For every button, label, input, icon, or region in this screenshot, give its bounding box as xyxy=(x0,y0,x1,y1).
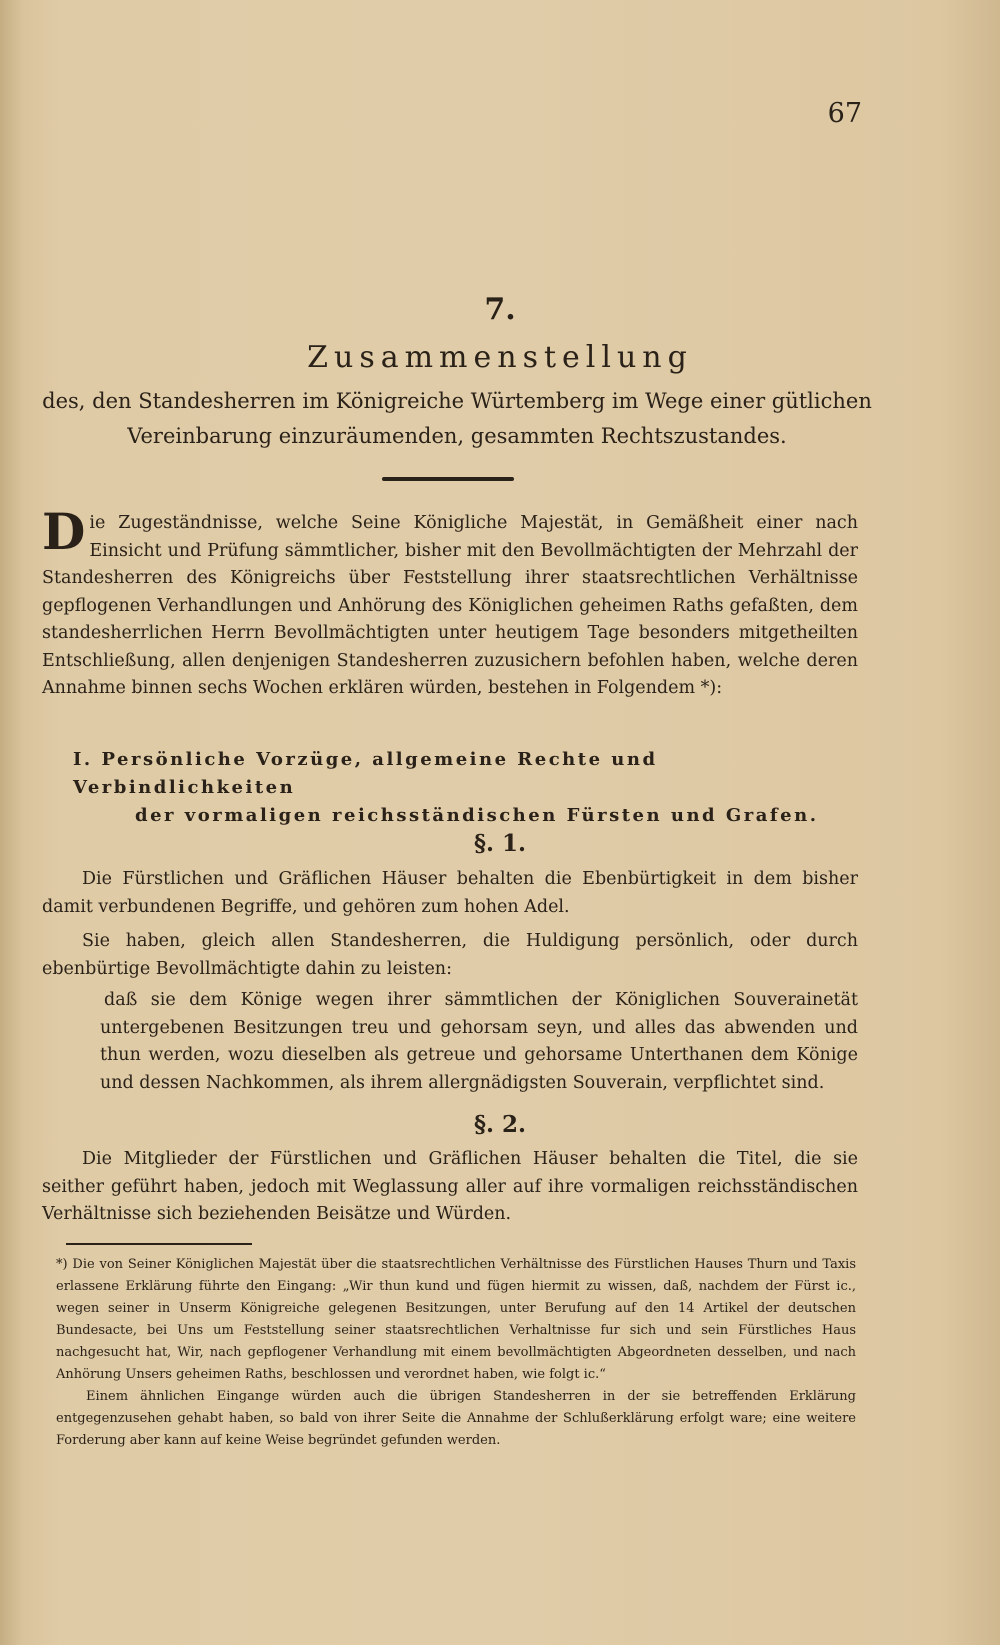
title-divider xyxy=(382,477,514,481)
footnote-2: Einem ähnlichen Eingange würden auch die übrigen Standesherren in der sie betreffenden Erklärung entgegenzusehen gehabt haben, so bald von ihrer Seite die Annahme der Schlußerklärung erfolgt ware; eine weitere Forderung aber kann auf keine Weise begründet gefunden werden. xyxy=(56,1389,856,1448)
subtitle-line-1: des, den Standesherren im Königreiche Würtemberg im Wege einer gütlichen xyxy=(42,389,872,413)
paragraph-2-label: §. 2. xyxy=(473,1111,527,1138)
paragraph-1-label: §. 1. xyxy=(473,830,527,857)
paragraph-1-text-1: Die Fürstlichen und Gräflichen Häuser behalten die Ebenbürtigkeit in dem bisher damit verbundenen Begriffe, und gehören zum hohen Adel. xyxy=(42,869,858,917)
section-heading-I-line-2: der vormaligen reichsständischen Fürsten und Grafen. xyxy=(135,805,819,826)
footnote-block xyxy=(56,1254,856,1452)
intro-paragraph xyxy=(42,502,858,703)
subtitle-line-2: Vereinbarung einzuräumenden, gesammten Rechtszustandes. xyxy=(127,424,787,448)
paragraph-1-text-2: Sie haben, gleich allen Standesherren, die Huldigung persönlich, oder durch ebenbürtige Bevollmächtigte dahin zu leisten: xyxy=(42,931,858,979)
section-heading-I xyxy=(73,746,863,830)
footnote-divider xyxy=(66,1243,252,1245)
footnote-1: *) Die von Seiner Königlichen Majestät über die staatsrechtlichen Verhältnisse des Fürstlichen Hauses Thurn und Taxis erlassene Erklärung führte den Eingang: „Wir thun kund und fügen hiermit zu wissen, daß, nachdem der Fürst ic., wegen seiner in Unserm Königreiche gelegenen Besitzungen, unter Berufung auf den 14 Artikel der deutschen Bundesacte, bei Uns um Feststellung seiner staatsrechtlichen Verhaltnisse fur sich und sein Fürstliches Haus nachgesucht hat, Wir, nach gepflogener Verhandlung mit einem bevollmächtigten Abgeordneten desselben, und nach Anhörung Unsers geheimen Raths, beschlossen und verordnet haben, wie folgt ic.“ xyxy=(56,1257,856,1382)
drop-cap-initial: D xyxy=(42,502,86,561)
intro-text: ie Zugeständnisse, welche Seine Königliche Majestät, in Gemäßheit einer nach Einsicht und Prüfung sämmtlicher, bisher mit den Bevollmächtigten der Mehrzahl der Standesherren des Königreichs über Feststellung ihrer staatsrechtlichen Verhältnisse gepflogenen Verhandlungen und Anhörung des Königlichen geheimen Raths gefaßten, dem standesherrlichen Herrn Bevollmächtigten unter heutigem Tage besonders mitgetheilten Entschließung, allen denjenigen Standesherren zuzusichern befohlen haben, welche deren Annahme binnen sechs Wochen erklären würden, bestehen in Folgendem *): xyxy=(42,513,858,698)
paragraph-2-text: Die Mitglieder der Fürstlichen und Gräflichen Häuser behalten die Titel, die sie seither geführt haben, jedoch mit Weglassung aller auf ihre vormaligen reichsständischen Verhältnisse sich beziehenden Beisätze und Würden. xyxy=(42,1149,858,1224)
section-heading-I-line-1: I. Persönliche Vorzüge, allgemeine Rechte und Verbindlichkeiten xyxy=(73,749,658,798)
paragraph-1-oath-text: daß sie dem Könige wegen ihrer sämmtlichen der Königlichen Souverainetät untergebenen Besitzungen treu und gehorsam seyn, und alles das abwenden und thun werden, wozu dieselben als getreue und gehorsame Unterthanen dem Könige und dessen Nachkommen, als ihrem allergnädigsten Souverain, verpflichtet sind. xyxy=(100,990,858,1093)
page-number: 67 xyxy=(827,98,862,129)
document-title: Zusammenstellung xyxy=(307,340,693,375)
section-number: 7. xyxy=(484,292,516,327)
